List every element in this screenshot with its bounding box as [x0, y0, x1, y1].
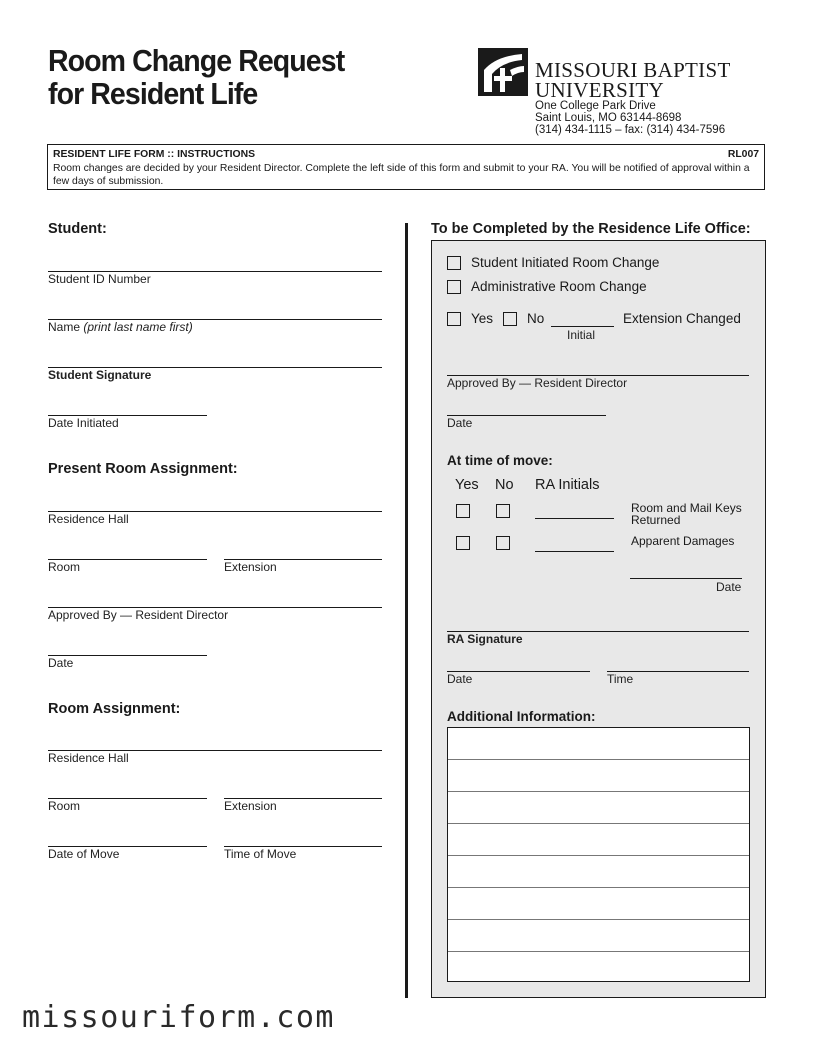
university-address — [535, 100, 725, 136]
form-code: RL007 — [727, 149, 759, 160]
university-logo-icon — [478, 48, 528, 96]
keys-no-checkbox[interactable] — [496, 504, 510, 518]
student-name-label: Name — [48, 320, 81, 334]
university-name — [535, 60, 731, 100]
form-title-line2: for Resident Life — [48, 76, 258, 111]
extension-initial-field[interactable] — [551, 326, 614, 327]
additional-info-rule — [448, 919, 749, 920]
student-name-hint: (print last name first) — [83, 320, 193, 334]
address-line1: One College Park Drive — [535, 100, 656, 112]
room-assignment-heading: Room Assignment: — [48, 701, 181, 717]
damages-no-checkbox[interactable] — [496, 536, 510, 550]
student-id-label: Student ID Number — [48, 272, 151, 286]
extension-no-label: No — [527, 311, 545, 326]
student-name-label-wrap — [48, 320, 193, 334]
additional-info-heading: Additional Information: — [447, 709, 596, 724]
ra-signature-label: RA Signature — [447, 632, 523, 646]
new-extension-label: Extension — [224, 799, 277, 813]
extension-yes-checkbox[interactable] — [447, 312, 461, 326]
student-initiated-label: Student Initiated Room Change — [471, 255, 660, 270]
form-title-line1: Room Change Request — [48, 43, 345, 78]
additional-info-rule — [448, 855, 749, 856]
damages-yes-checkbox[interactable] — [456, 536, 470, 550]
instructions-box — [47, 144, 765, 190]
move-heading: At time of move: — [447, 453, 553, 468]
keys-ra-initials-field[interactable] — [535, 518, 614, 519]
additional-info-rule — [448, 951, 749, 952]
extension-changed-label: Extension Changed — [623, 311, 741, 326]
ra-date-label: Date — [447, 672, 473, 686]
form-title — [48, 44, 344, 110]
university-name-line1: MISSOURI BAPTIST — [535, 58, 731, 82]
additional-info-rule — [448, 791, 749, 792]
university-name-line2: UNIVERSITY — [535, 78, 664, 102]
present-extension-label: Extension — [224, 560, 277, 574]
keys-returned-line1: Room and Mail Keys — [631, 501, 742, 515]
administrative-label: Administrative Room Change — [471, 279, 647, 294]
student-heading: Student: — [48, 221, 107, 237]
move-col-yes: Yes — [455, 477, 479, 493]
additional-info-rule — [448, 887, 749, 888]
damages-label: Apparent Damages — [631, 534, 735, 548]
keys-yes-checkbox[interactable] — [456, 504, 470, 518]
present-room-heading: Present Room Assignment: — [48, 461, 238, 477]
watermark-text: missouriform.com — [22, 1000, 335, 1035]
office-date-label: Date — [447, 416, 473, 430]
additional-info-rule — [448, 823, 749, 824]
address-line3: (314) 434-1115 – fax: (314) 434-7596 — [535, 124, 726, 136]
damage-date-label: Date — [716, 580, 742, 594]
keys-returned-label — [631, 502, 742, 526]
new-hall-label: Residence Hall — [48, 751, 129, 765]
extension-initial-label: Initial — [567, 328, 596, 342]
administrative-checkbox[interactable] — [447, 280, 461, 294]
present-hall-label: Residence Hall — [48, 512, 129, 526]
address-line2: Saint Louis, MO 63144-8698 — [535, 112, 682, 124]
present-approved-label: Approved By — Resident Director — [48, 608, 229, 622]
additional-info-rule — [448, 759, 749, 760]
new-room-label: Room — [48, 799, 81, 813]
keys-returned-line2: Returned — [631, 513, 681, 527]
extension-yes-label: Yes — [471, 311, 494, 326]
extension-no-checkbox[interactable] — [503, 312, 517, 326]
office-heading: To be Completed by the Residence Life Office: — [431, 221, 751, 237]
move-time-label: Time of Move — [224, 847, 297, 861]
damages-ra-initials-field[interactable] — [535, 551, 614, 552]
present-room-label: Room — [48, 560, 81, 574]
ra-time-label: Time — [607, 672, 634, 686]
date-initiated-label: Date Initiated — [48, 416, 119, 430]
present-date-label: Date — [48, 656, 74, 670]
move-date-label: Date of Move — [48, 847, 120, 861]
move-col-no: No — [495, 477, 514, 493]
instructions-heading: RESIDENT LIFE FORM :: INSTRUCTIONS — [53, 149, 256, 160]
office-approved-label: Approved By — Resident Director — [447, 376, 628, 390]
instructions-text: Room changes are decided by your Resident Director. Complete the left side of this form and submit to your RA. You will be notified of approval within a few days of submission. — [53, 162, 750, 187]
damage-date-field[interactable] — [630, 578, 742, 579]
column-divider — [405, 223, 408, 998]
student-signature-label: Student Signature — [48, 368, 152, 382]
student-initiated-checkbox[interactable] — [447, 256, 461, 270]
move-col-ra-initials: RA Initials — [535, 477, 600, 493]
additional-info-field[interactable] — [447, 727, 750, 982]
